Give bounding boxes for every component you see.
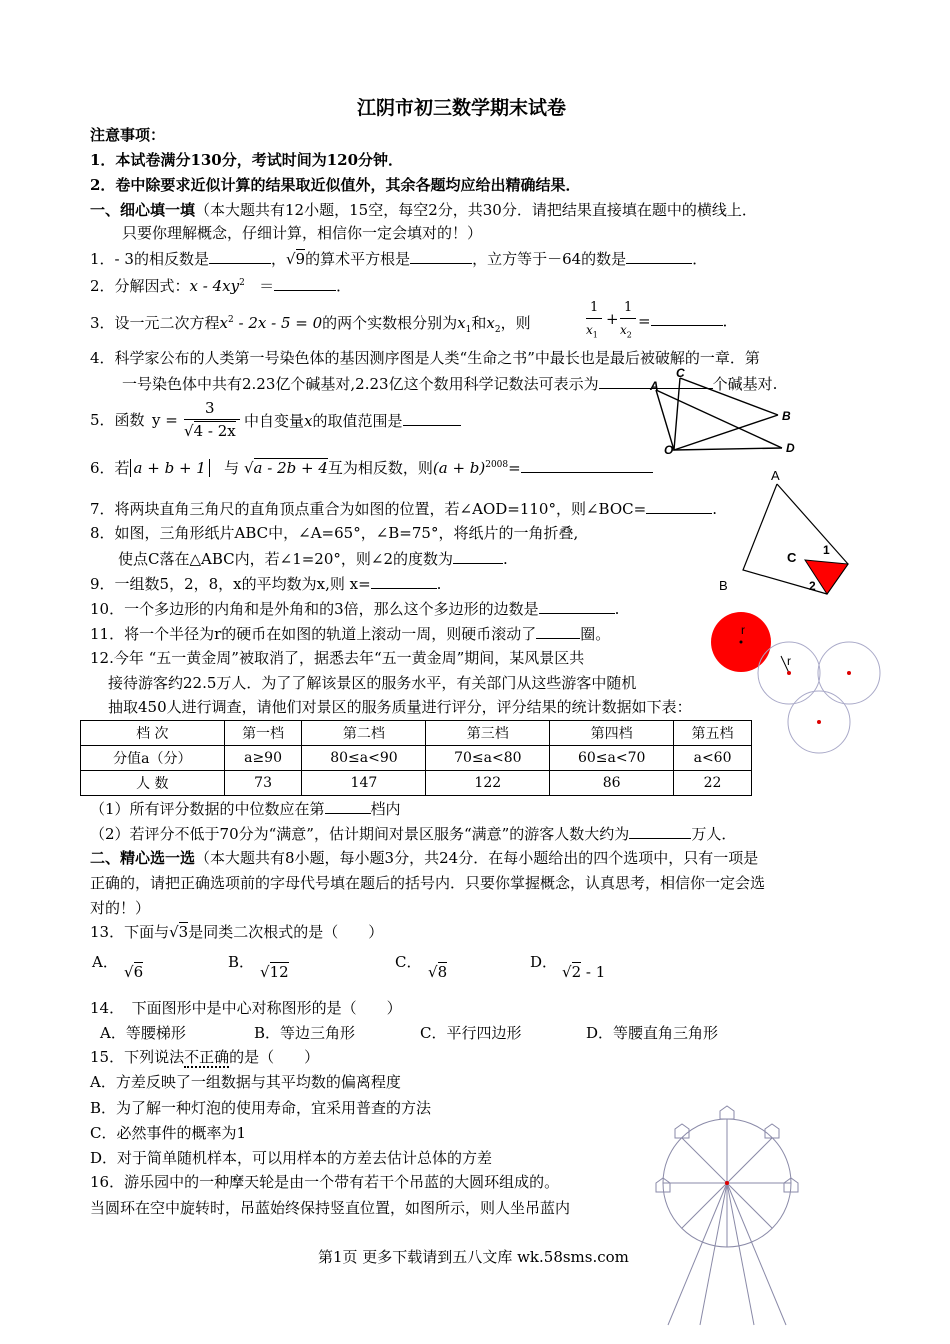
q13-stem: 13．下面与√3是同类二次根式的是（ ） bbox=[90, 923, 384, 941]
notice-item-1: 1．本试卷满分130分，考试时间为120分钟． bbox=[90, 151, 404, 169]
section2-desc-3: 对的！） bbox=[90, 899, 151, 917]
q1-text-a: 的相反数是 bbox=[133, 250, 209, 268]
q15-option-d: D．对于简单随机样本，可以用样本的方差去估计总体的方差 bbox=[90, 1149, 493, 1167]
q16-ferris-wheel-figure bbox=[660, 1110, 800, 1334]
q11-center-3 bbox=[817, 720, 821, 724]
q16-line-2: 当圆环在空中旋转时，吊蓝始终保持竖直位置，如图所示，则人坐吊蓝内 bbox=[90, 1199, 571, 1217]
q11-coin-radius: r bbox=[741, 623, 745, 637]
question-2 bbox=[90, 273, 351, 296]
q1-blank-3[interactable] bbox=[626, 248, 692, 264]
q1-expr: - 3 bbox=[114, 250, 134, 268]
q6-rad bbox=[254, 458, 328, 477]
q13-option-b: √12 bbox=[260, 963, 289, 981]
q11-blank[interactable] bbox=[536, 623, 580, 639]
q14-option-d: D．等腰直角三角形 bbox=[586, 1024, 719, 1042]
section2-intro bbox=[90, 848, 758, 868]
q4-line-1: 4．科学家公布的人类第一号染色体的基因测序图是人类“生命之书”中最长也是最后被破解的一章．第 bbox=[90, 349, 760, 367]
q2-eq: ＝ bbox=[259, 277, 275, 295]
q12-line-3: 抽取450人进行调查，请他们对景区的服务质量进行评分，评分结果的统计数据如下表： bbox=[108, 698, 692, 716]
q1-text-c: ，立方等于－64的数是 bbox=[472, 250, 627, 268]
q6-abs bbox=[130, 459, 210, 477]
q13-option-c-label: C． bbox=[395, 953, 422, 971]
q12-sub-2 bbox=[90, 823, 736, 844]
q5-blank[interactable] bbox=[403, 410, 461, 426]
table-cell: 第五档 bbox=[674, 721, 752, 746]
q11-text: 11．将一个半径为r的硬币在如图的轨道上滚动一周，则硬币滚动了 bbox=[90, 625, 537, 643]
q2-sup: 2 bbox=[239, 278, 245, 288]
q10-end: . bbox=[614, 600, 620, 618]
table-cell: 第四档 bbox=[550, 721, 674, 746]
q16-basket-top bbox=[720, 1106, 734, 1119]
section1-intro bbox=[90, 200, 757, 220]
q5-rest bbox=[244, 410, 461, 431]
q8-label-b: B bbox=[719, 578, 728, 593]
q14-option-b: B．等边三角形 bbox=[254, 1024, 356, 1042]
q15-option-a: A．方差反映了一组数据与其平均数的偏离程度 bbox=[90, 1073, 401, 1091]
q12-sub1-end: 档内 bbox=[370, 800, 401, 818]
q3-text-b: 的两个实数根分别为 bbox=[322, 314, 458, 332]
q8-line-1: 8．如图，三角形纸片ABC中，∠A=65°，∠B=75°，将纸片的一角折叠, bbox=[90, 524, 579, 542]
q8-figure bbox=[715, 466, 855, 602]
q12-line-1: 12.今年 “五一黄金周”被取消了，据悉去年“五一黄金周”期间，某风景区共 bbox=[90, 649, 585, 667]
q11-center-2 bbox=[847, 671, 851, 675]
q13-option-c: √8 bbox=[428, 963, 448, 981]
q11-end: 圈。 bbox=[580, 625, 611, 643]
table-cell: a≥90 bbox=[224, 746, 302, 771]
q16-line-1: 16．游乐园中的一种摩天轮是由一个带有若干个吊蓝的大圆环组成的。 bbox=[90, 1173, 560, 1191]
q7-figure bbox=[650, 368, 800, 468]
q16-support-inner-right bbox=[727, 1183, 754, 1325]
notice-item-2: 2．卷中除要求近似计算的结果取近似值外，其余各题均应给出精确结果． bbox=[90, 176, 581, 194]
q5-text-c: 的取值范围是 bbox=[312, 412, 403, 430]
q9-blank[interactable] bbox=[371, 573, 437, 589]
table-cell: 第三档 bbox=[426, 721, 550, 746]
q7-blank[interactable] bbox=[646, 498, 712, 514]
q6-power: (a + b) bbox=[432, 459, 486, 477]
q3-answer bbox=[638, 310, 738, 331]
q8-text: 使点C落在△ABC内，若∠1=20°，则∠2的度数为 bbox=[118, 550, 454, 568]
q14-option-c: C．平行四边形 bbox=[420, 1024, 522, 1042]
q6-eq: = bbox=[508, 459, 521, 477]
question-7 bbox=[90, 498, 717, 519]
q3-x1-sub: 1 bbox=[465, 325, 472, 335]
table-cell: 60≤a<70 bbox=[550, 746, 674, 771]
q5-text-a: 5．函数 bbox=[90, 411, 145, 429]
q3-and: 和 bbox=[471, 314, 487, 332]
q13-d-value: 2 bbox=[571, 963, 582, 981]
q8-blank[interactable] bbox=[453, 548, 503, 564]
q7-label-a: A bbox=[650, 379, 659, 393]
q1-number: 1． bbox=[90, 250, 115, 268]
q4-text: 一号染色体中共有2.23亿个碱基对,2.23亿这个数用科学记数法可表示为 bbox=[122, 375, 599, 393]
q2-end: ． bbox=[336, 277, 352, 295]
q15-text-b: 的是（ ） bbox=[229, 1048, 320, 1066]
question-3 bbox=[90, 310, 531, 340]
q12-sub-1 bbox=[90, 798, 401, 819]
q3-frac2-den: $x_2$ bbox=[620, 323, 632, 340]
page-title: 江阴市初三数学期末试卷 bbox=[357, 97, 567, 119]
q3-blank[interactable] bbox=[651, 310, 723, 326]
q3-sup: 2 bbox=[228, 315, 234, 325]
q9-end: . bbox=[436, 575, 442, 593]
q1-sqrt: √9 bbox=[285, 250, 306, 268]
q11-track-radius: r bbox=[787, 654, 791, 668]
q16-basket-top-left bbox=[675, 1124, 689, 1138]
q6-text-a: 6．若 bbox=[90, 459, 130, 477]
q13-b-value: 12 bbox=[269, 963, 289, 981]
table-cell: 70≤a<80 bbox=[426, 746, 550, 771]
q8-label-a: A bbox=[771, 468, 780, 483]
q1-comma: ， bbox=[270, 250, 286, 268]
q7-text: 7．将两块直角三角尺的直角顶点重合为如图的位置，若∠AOD=110°，则∠BOC= bbox=[90, 500, 647, 518]
q5-frac-bar bbox=[184, 419, 240, 420]
q12-sub2-text: （2）若评分不低于70分为“满意”，估计期间对景区服务“满意”的游客人数大约为 bbox=[90, 825, 630, 843]
q7-end: . bbox=[712, 500, 717, 518]
q7-label-c: C bbox=[676, 366, 685, 380]
q3-expr2: - 2x - 5 = 0 bbox=[233, 314, 323, 332]
page-footer: 第1页 更多下载请到五八文库 wk.58sms.com bbox=[318, 1248, 629, 1266]
q12-sub1-text: （1）所有评分数据的中位数应在第 bbox=[90, 800, 325, 818]
q2-expr: x - 4xy bbox=[189, 277, 240, 295]
q16-wheel-hub bbox=[725, 1181, 729, 1185]
q11-figure bbox=[705, 612, 885, 754]
q2-text: 2．分解因式： bbox=[90, 277, 190, 295]
q12-blank-2[interactable] bbox=[629, 823, 691, 839]
q10-blank[interactable] bbox=[539, 598, 615, 614]
q13-a-value: 6 bbox=[133, 963, 144, 981]
question-6: 6．若 a + b + 1 与 √a - 2b + 4互为相反数，则$(a + b)^{2008}=$ bbox=[90, 455, 653, 478]
question-10 bbox=[90, 598, 619, 619]
q3-x1: x bbox=[457, 314, 466, 332]
table-cell: 分值a（分） bbox=[81, 746, 225, 771]
q7-label-o: O bbox=[664, 443, 674, 457]
q8-end: . bbox=[503, 550, 508, 568]
q13-text-a: 13．下面与 bbox=[90, 923, 170, 941]
section2-desc-2: 正确的，请把正确选项前的字母代号填在题后的括号内．只要你掌握概念，认真思考，相信你一定会选 bbox=[90, 874, 766, 892]
q8-line-2 bbox=[118, 548, 508, 569]
q6-blank[interactable] bbox=[521, 457, 653, 473]
q14-option-a: A．等腰梯形 bbox=[100, 1024, 186, 1042]
q8-label-c: C bbox=[787, 550, 797, 565]
q13-option-b-label: B． bbox=[228, 953, 255, 971]
q11-coin-center bbox=[740, 641, 743, 644]
q12-sub2-end: 万人． bbox=[691, 825, 737, 843]
q5-radicand: 4 - 2x bbox=[193, 422, 236, 440]
q5-num: 3 bbox=[205, 399, 215, 417]
q3-plus: + bbox=[606, 310, 619, 328]
q13-option-d-label: D． bbox=[530, 953, 558, 971]
table-cell: 第一档 bbox=[224, 721, 302, 746]
table-row bbox=[81, 771, 752, 796]
q13-option-a-label: A． bbox=[92, 953, 118, 971]
table-cell: 122 bbox=[426, 771, 550, 796]
notice-heading: 注意事项： bbox=[90, 126, 166, 144]
section2-desc: （本大题共有8小题，每小题3分，共24分．在每小题给出的四个选项中，只有一项是 bbox=[195, 849, 759, 867]
table-cell: 第二档 bbox=[302, 721, 426, 746]
q13-radicand: 3 bbox=[178, 923, 189, 941]
q5-text-b: 中自变量 bbox=[244, 412, 305, 430]
table-header-row bbox=[81, 721, 752, 746]
q3-frac2-bar bbox=[620, 318, 636, 319]
table-cell: 22 bbox=[674, 771, 752, 796]
q6-radicand: a - 2b + 4 bbox=[253, 459, 328, 477]
q13-option-d: √2 - 1 bbox=[562, 963, 606, 981]
q8-angle-1: 1 bbox=[823, 543, 830, 557]
q3-frac1-den: $x_1$ bbox=[586, 323, 598, 340]
q2-blank[interactable] bbox=[274, 275, 336, 291]
question-9 bbox=[90, 573, 441, 594]
q15-option-b: B．为了解一种灯泡的使用寿命，宜采用普查的方法 bbox=[90, 1099, 432, 1117]
q13-d-tail: - 1 bbox=[581, 963, 606, 981]
q3-frac2-num: 1 bbox=[624, 300, 633, 315]
q1-blank-1[interactable] bbox=[209, 248, 271, 264]
q8-angle-2: 2 bbox=[809, 579, 816, 593]
q3-frac1-bar bbox=[586, 318, 602, 319]
q15-option-c: C．必然事件的概率为1 bbox=[90, 1124, 247, 1142]
score-table bbox=[80, 720, 752, 796]
section1-desc: （本大题共有12小题，15空，每空2分，共30分．请把结果直接填在题中的横线上． bbox=[195, 201, 757, 219]
q15-emphasis: 不正确 bbox=[184, 1048, 230, 1066]
table-cell: 80≤a<90 bbox=[302, 746, 426, 771]
q13-text-b: 是同类二次根式的是（ ） bbox=[188, 923, 384, 941]
q6-sup: 2008 bbox=[485, 460, 509, 470]
q6-text-b: 与 bbox=[224, 459, 240, 477]
q16-basket-top-right bbox=[765, 1124, 779, 1138]
q3-end: ． bbox=[722, 312, 738, 330]
table-cell: 档 次 bbox=[81, 721, 225, 746]
question-11 bbox=[90, 623, 610, 644]
q3-eq: = bbox=[638, 312, 651, 330]
q5-den: √4 - 2x bbox=[184, 422, 236, 440]
q13-option-a: √6 bbox=[124, 963, 144, 981]
question-1 bbox=[90, 248, 707, 269]
table-cell: 86 bbox=[550, 771, 674, 796]
section1-desc-2: 只要你理解概念，仔细计算，相信你一定会填对的！） bbox=[122, 224, 483, 242]
q11-center-1 bbox=[787, 671, 791, 675]
q12-line-2: 接待游客约22.5万人．为了了解该景区的服务水平，有关部门从这些游客中随机 bbox=[108, 674, 637, 692]
q5-x: x bbox=[304, 412, 313, 430]
section1-heading: 一、细心填一填 bbox=[90, 201, 196, 219]
table-row bbox=[81, 746, 752, 771]
q3-x2-sub: 2 bbox=[494, 325, 501, 335]
q12-blank-1[interactable] bbox=[325, 798, 371, 814]
q3-expr: x bbox=[219, 314, 229, 332]
q3-frac1-num: 1 bbox=[590, 300, 599, 315]
q10-text: 10．一个多边形的内角和是外角和的3倍，那么这个多边形的边数是 bbox=[90, 600, 539, 618]
q13-c-value: 8 bbox=[437, 963, 448, 981]
q4-end: 个碱基对. bbox=[712, 375, 778, 393]
table-cell: 147 bbox=[302, 771, 426, 796]
q14-stem: 14． 下面图形中是中心对称图形的是（ ） bbox=[90, 999, 402, 1017]
q3-text-a: 3．设一元二次方程 bbox=[90, 314, 220, 332]
q3-x2: x bbox=[486, 314, 495, 332]
q1-text-b: 的算术平方根是 bbox=[305, 250, 411, 268]
q15-stem bbox=[90, 1047, 319, 1067]
q6-abs-expr: a + b + 1 bbox=[133, 459, 206, 477]
q7-label-d: D bbox=[786, 441, 795, 455]
q3-text-c: ，则 bbox=[500, 314, 531, 332]
table-cell: 人 数 bbox=[81, 771, 225, 796]
q16-support-right bbox=[727, 1183, 786, 1325]
q9-text: 9．一组数5，2，8，x的平均数为x,则 x= bbox=[90, 575, 371, 593]
q15-text-a: 15．下列说法 bbox=[90, 1048, 185, 1066]
table-cell: a<60 bbox=[674, 746, 752, 771]
q1-end: ． bbox=[692, 250, 708, 268]
q16-support-left bbox=[668, 1183, 727, 1325]
q1-radicand: 9 bbox=[295, 250, 306, 268]
section2-heading: 二、精心选一选 bbox=[90, 849, 196, 867]
q7-line-cb bbox=[680, 378, 778, 415]
q1-blank-2[interactable] bbox=[410, 248, 472, 264]
table-cell: 73 bbox=[224, 771, 302, 796]
q16-support-inner-left bbox=[700, 1183, 727, 1325]
q7-label-b: B bbox=[782, 409, 791, 423]
q6-text-c: 互为相反数，则 bbox=[327, 459, 433, 477]
q5-y: y = bbox=[152, 411, 178, 429]
